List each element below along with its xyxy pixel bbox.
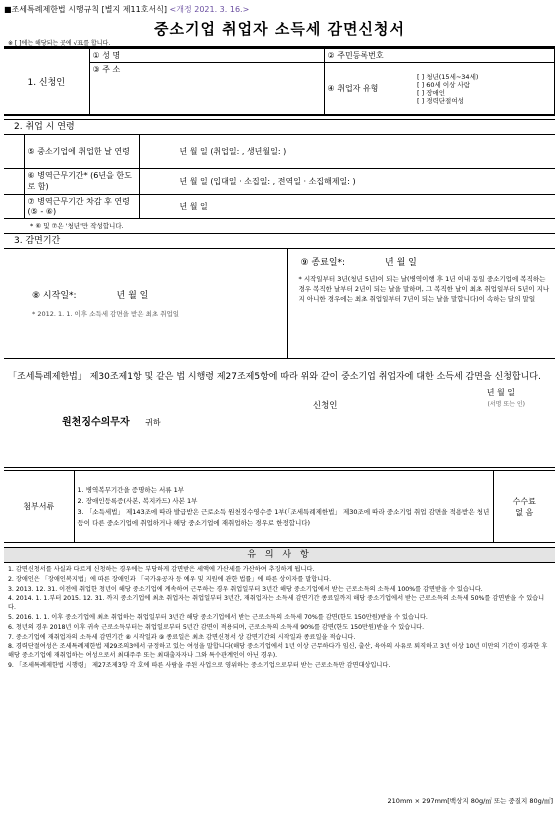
form-header xyxy=(4,4,555,15)
consent-statement: 「조세특례제한법」 제30조제1항 및 같은 법 시행령 제27조제5항에 따라 위와 같이 중소기업 취업자에 대한 소득세 감면을 신청합니다. xyxy=(8,372,541,382)
precaution-item: 3. 2013. 12. 31. 이전에 취업한 청년이 해당 중소기업에 계속하여 근무하는 경우 취업일부터 3년간 해당 중소기업에서 받는 근로소득의 소득세 100%를 감면받을 수 있습니다. xyxy=(8,585,483,593)
youth-only-note: * ⑥ 및 ⑦은 '청년'만 작성합니다. xyxy=(30,221,124,230)
precaution-item: 7. 중소기업에 재취업자의 소득세 감면기간 ⑧ 시작일과 ⑨ 종료일은 최초 감면신청서 상 감면기간의 시작일과 종료일을 적습니다. xyxy=(8,633,356,641)
attachment-item: 3. 「소득세법」 제143조에 따라 발급받은 근로소득 원천징수영수증 1부(「조세특례제한법」 제30조에 따라 중소기업 취업 감면을 적용받은 청년 등이 다른 중소기업에 취업하거나 해당 중소기업에 재취업하는 경우로 한정합니다) xyxy=(77,507,490,527)
end-date-cell[interactable] xyxy=(287,249,555,359)
end-date-label: ⑨ 종료일*: xyxy=(300,257,346,268)
precaution-item: 9. 「조세특례제한법 시행령」 제27조제3항 각 호에 따른 사람을 주된 사업으로 영위하는 중소기업으로부터 받는 근로소득만 감면대상입니다. xyxy=(8,661,391,669)
precaution-item: 2. 장애인은 「장애인복지법」에 따른 장애인과 「국가유공자 등 예우 및 지원에 관한 법률」에 따른 상이자를 말합니다. xyxy=(8,575,332,583)
paper-spec-footer: 210mm × 297mm[백상지 80g/㎡ 또는 중질지 80g/㎡] xyxy=(387,797,553,805)
employee-type-options[interactable] xyxy=(414,63,555,115)
start-date-label: ⑧ 시작일*: xyxy=(32,291,77,302)
precaution-item: 4. 2014. 1. 1.부터 2015. 12. 31. 까지 중소기업에 최초 취업자는 취업일부터 3년간, 재취업자는 소득세 감면기간 종료일까지 해당 중소기업에서 받는 근로소득의 소득세 50%를 감면받을 수 있습니다. xyxy=(8,595,545,612)
start-date-cell[interactable] xyxy=(4,249,287,359)
type-option-senior[interactable]: [ ] 60세 이상 사람 xyxy=(417,80,471,89)
type-option-career-break[interactable]: [ ] 경력단절여성 xyxy=(417,96,464,105)
recipient-honorific: 귀하 xyxy=(145,418,161,427)
attachments-label: 첨부서류 xyxy=(4,471,74,543)
applicant-signature-label: 신청인 xyxy=(312,401,338,411)
name-field[interactable]: ① 성 명 xyxy=(89,49,324,63)
fee-value: 없 음 xyxy=(515,507,534,517)
document-page xyxy=(4,4,555,805)
recipient-name: 원천징수의무자 xyxy=(62,417,130,428)
age-at-employment-label: ⑤ 중소기업에 취업한 날 연령 xyxy=(24,135,139,168)
rrn-field[interactable]: ② 주민등록번호 xyxy=(324,49,555,63)
start-date-note: * 2012. 1. 1. 이후 소득세 감면을 받은 최초 취업일 xyxy=(32,310,180,319)
start-date-value[interactable]: 년 월 일 xyxy=(116,291,149,302)
fee-label: 수수료 xyxy=(512,496,536,506)
document-title: 중소기업 취업자 소득세 감면신청서 xyxy=(153,20,406,38)
law-reference: ■조세특례제한법 시행규칙 [별지 제11호서식] xyxy=(4,5,167,14)
type-option-youth[interactable]: [ ] 청년(15세∼34세) xyxy=(417,72,479,81)
military-service-value[interactable]: 년 월 일 (입대일 · 소집일: , 전역일 · 소집해제일: ) xyxy=(139,168,555,194)
precaution-item: 5. 2016. 1. 1. 이후 중소기업에 최초 취업하는 취업일부터 3년간 해당 중소기업에서 받는 근로소득의 소득세 70%를 감면(한도 150만원)받을 수 있습니다. xyxy=(8,613,428,621)
precaution-item: 6. 청년의 경우 2018년 이후 귀속 근로소득부터는 취업일로부터 5년간 감면이 적용되며, 근로소득의 소득세 90%를 감면(한도 150만원)받을 수 있습니다. xyxy=(8,623,425,631)
adjusted-age-label: ⑦ 병역근무기간 차감 후 연령(⑤ - ⑥) xyxy=(24,194,139,218)
address-field[interactable]: ③ 주 소 xyxy=(89,63,324,115)
check-instruction: ※ [ ]에는 해당되는 곳에 √표를 합니다. xyxy=(8,40,111,47)
age-at-employment-value[interactable]: 년 월 일 (취업일: , 생년월일: ) xyxy=(139,135,555,168)
signature-placeholder[interactable]: (서명 또는 인) xyxy=(487,401,525,408)
precaution-item: 1. 감면신청서를 사실과 다르게 신청하는 경우에는 부당하게 감면받은 세액에 가산세를 가산하여 추징하게 됩니다. xyxy=(8,566,315,573)
consent-date[interactable]: 년 월 일 xyxy=(486,388,515,397)
applicant-section-label: 1. 신청인 xyxy=(4,49,89,115)
employment-age-heading: 2. 취업 시 연령 xyxy=(4,119,555,135)
reduction-period-table xyxy=(4,249,555,360)
military-service-label: ⑥ 병역근무기간* (6년을 한도로 함) xyxy=(24,168,139,194)
attachment-item: 1. 병역복무기간을 증명하는 서류 1부 xyxy=(77,485,185,494)
attachment-item: 2. 장애인등록증(사본, 복지카드) 사본 1부 xyxy=(77,496,198,505)
adjusted-age-value[interactable]: 년 월 일 xyxy=(139,194,555,218)
fee-cell xyxy=(493,471,555,543)
attachments-table xyxy=(4,470,555,543)
end-date-value[interactable]: 년 월 일 xyxy=(385,257,417,268)
precautions-list xyxy=(4,563,555,671)
precaution-item: 8. 경력단절여성은 조세특례제한법 제29조의3에서 규정하고 있는 여성을 말합니다(해당 중소기업에서 1년 이상 근무하다가 임신, 출산, 육아의 사유로 퇴직하고 3년 이상 10년 미만의 기간이 경과한 후 해당 중소기업에 재취업하는 여성으로서 최대주주 또는 최대출자자나 그와 특수관계인이 아닌 경우). xyxy=(8,643,548,660)
revision-date: <개정 2021. 3. 16.> xyxy=(169,5,250,14)
applicant-section xyxy=(4,46,555,116)
consent-block xyxy=(4,367,555,468)
end-date-note: * 시작일부터 3년(청년 5년)이 되는 날(병역이행 후 1년 이내 동일 중소기업에 복직하는 경우 복직한 날부터 2년이 되는 날을 말하며, 그 복직한 날이 최초 취업일부터 5년이 지나지 아니한 경우에는 최초 취업일부터 7년이 되는 날을 말합니다)이 속하는 달의 말일 xyxy=(298,274,550,303)
reduction-period-heading: 3. 감면기간 xyxy=(4,233,555,249)
employee-type-label: ④ 취업자 유형 xyxy=(324,63,414,115)
employment-age-table xyxy=(4,135,555,219)
precautions-title: 유 의 사 항 xyxy=(4,547,555,563)
type-option-disabled[interactable]: [ ] 장애인 xyxy=(417,88,446,97)
attachments-list xyxy=(74,471,493,543)
